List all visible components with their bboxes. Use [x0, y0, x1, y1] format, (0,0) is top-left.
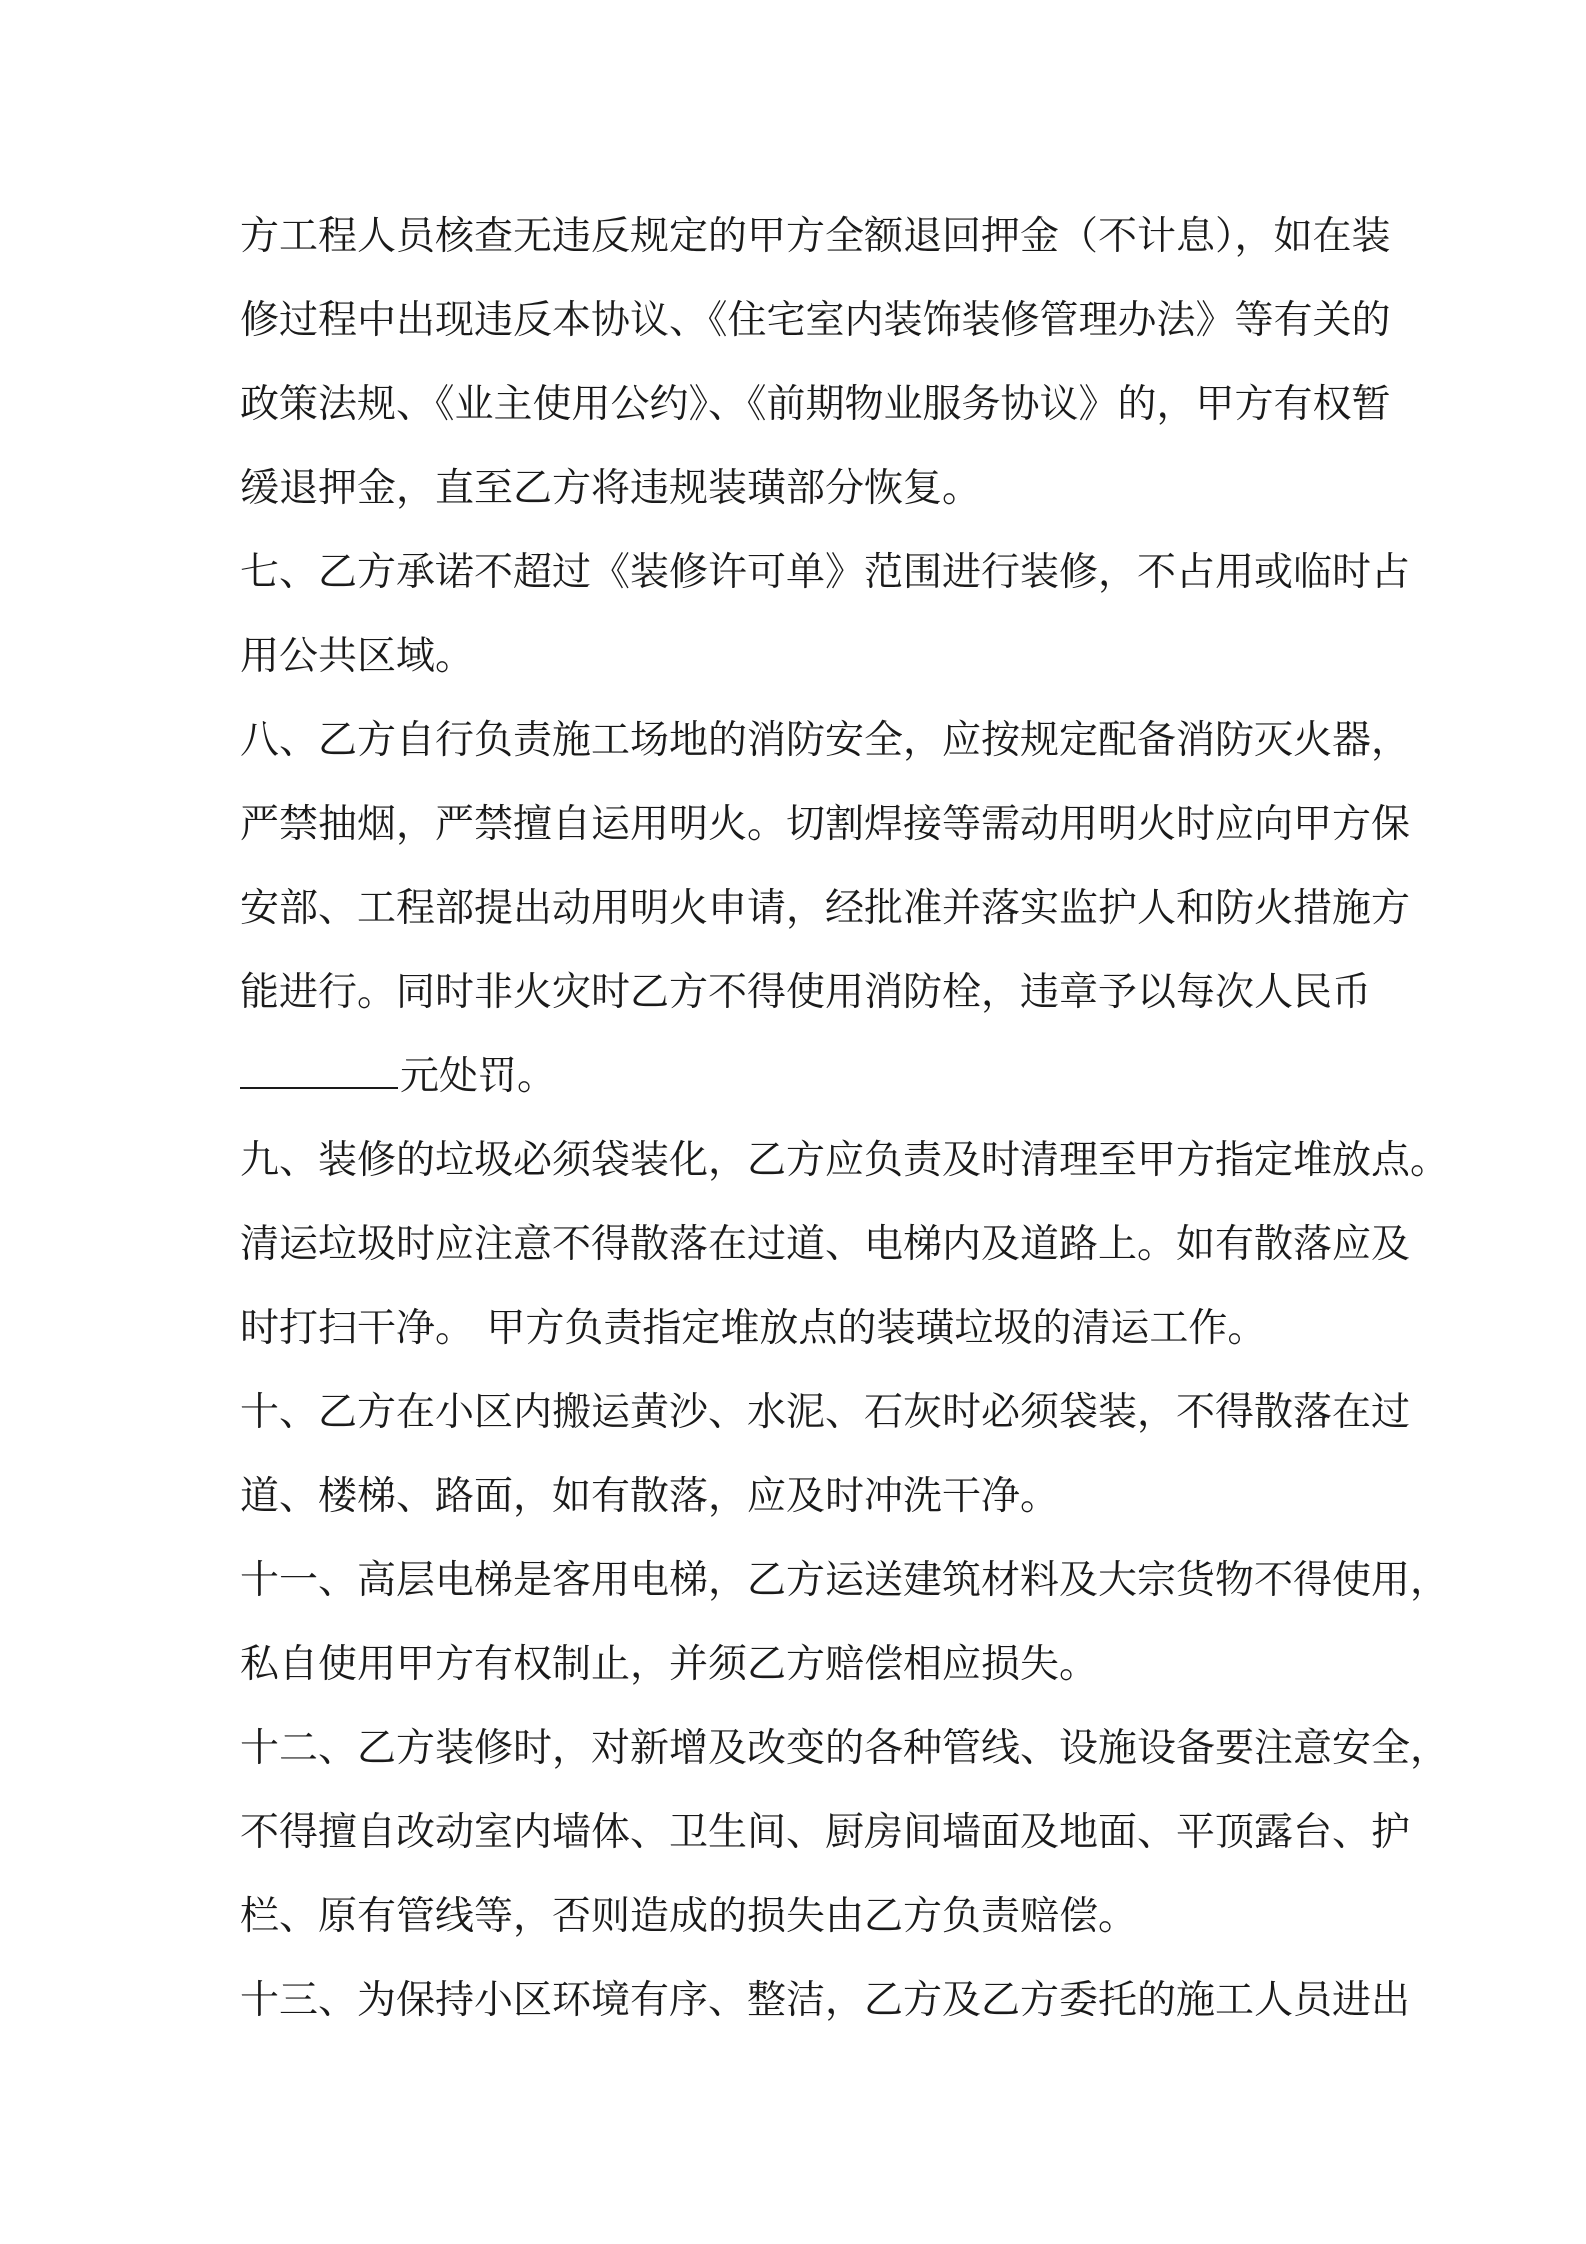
clause-7-line: 七、乙方承诺不超过《装修许可单》范围进行装修，不占用或临时占	[240, 550, 1411, 595]
text-line: 能进行。同时非火灾时乙方不得使用消防栓，违章予以每次人民币	[240, 970, 1372, 1015]
text-line: 道、楼梯、路面，如有散落，应及时冲洗干净。	[240, 1474, 1060, 1519]
fine-amount-line	[240, 1035, 1360, 1119]
text-line: 时打扫干净。 甲方负责指定堆放点的装璜垃圾的清运工作。	[240, 1306, 1267, 1351]
document-body	[240, 195, 1450, 2043]
clause-8-line: 八、乙方自行负责施工场地的消防安全，应按规定配备消防灭火器，	[240, 718, 1411, 763]
text-line: 不得擅自改动室内墙体、卫生间、厨房间墙面及地面、平顶露台、护	[240, 1810, 1411, 1855]
clause-13-line: 十三、为保持小区环境有序、整洁，乙方及乙方委托的施工人员进出	[240, 1978, 1411, 2023]
text-line: 缓退押金，直至乙方将违规装璜部分恢复。	[240, 466, 982, 511]
text-line: 严禁抽烟，严禁擅自运用明火。切割焊接等需动用明火时应向甲方保	[240, 802, 1411, 847]
clause-11-line: 十一、高层电梯是客用电梯，乙方运送建筑材料及大宗货物不得使用，	[240, 1558, 1450, 1603]
text-line: 方工程人员核查无违反规定的甲方全额退回押金（不计息），如在装	[240, 214, 1391, 259]
text-line: 修过程中出现违反本协议、《住宅室内装饰装修管理办法》等有关的	[240, 298, 1391, 343]
fill-in-blank	[240, 1057, 398, 1089]
text-line: 私自使用甲方有权制止，并须乙方赔偿相应损失。	[240, 1642, 1099, 1687]
clause-10-line: 十、乙方在小区内搬运黄沙、水泥、石灰时必须袋装，不得散落在过	[240, 1390, 1411, 1435]
text-line: 清运垃圾时应注意不得散落在过道、电梯内及道路上。如有散落应及	[240, 1222, 1411, 1267]
clause-12-line: 十二、乙方装修时，对新增及改变的各种管线、设施设备要注意安全，	[240, 1726, 1450, 1771]
text-line: 用公共区域。	[240, 634, 475, 679]
text-line: 政策法规、《业主使用公约》、《前期物业服务协议》的，甲方有权暂	[240, 382, 1391, 427]
clause-9-line: 九、装修的垃圾必须袋装化，乙方应负责及时清理至甲方指定堆放点。	[240, 1138, 1450, 1183]
fine-text: 元处罚。	[400, 1054, 557, 1099]
text-line: 栏、原有管线等，否则造成的损失由乙方负责赔偿。	[240, 1894, 1138, 1939]
text-line: 安部、工程部提出动用明火申请，经批准并落实监护人和防火措施方	[240, 886, 1411, 931]
